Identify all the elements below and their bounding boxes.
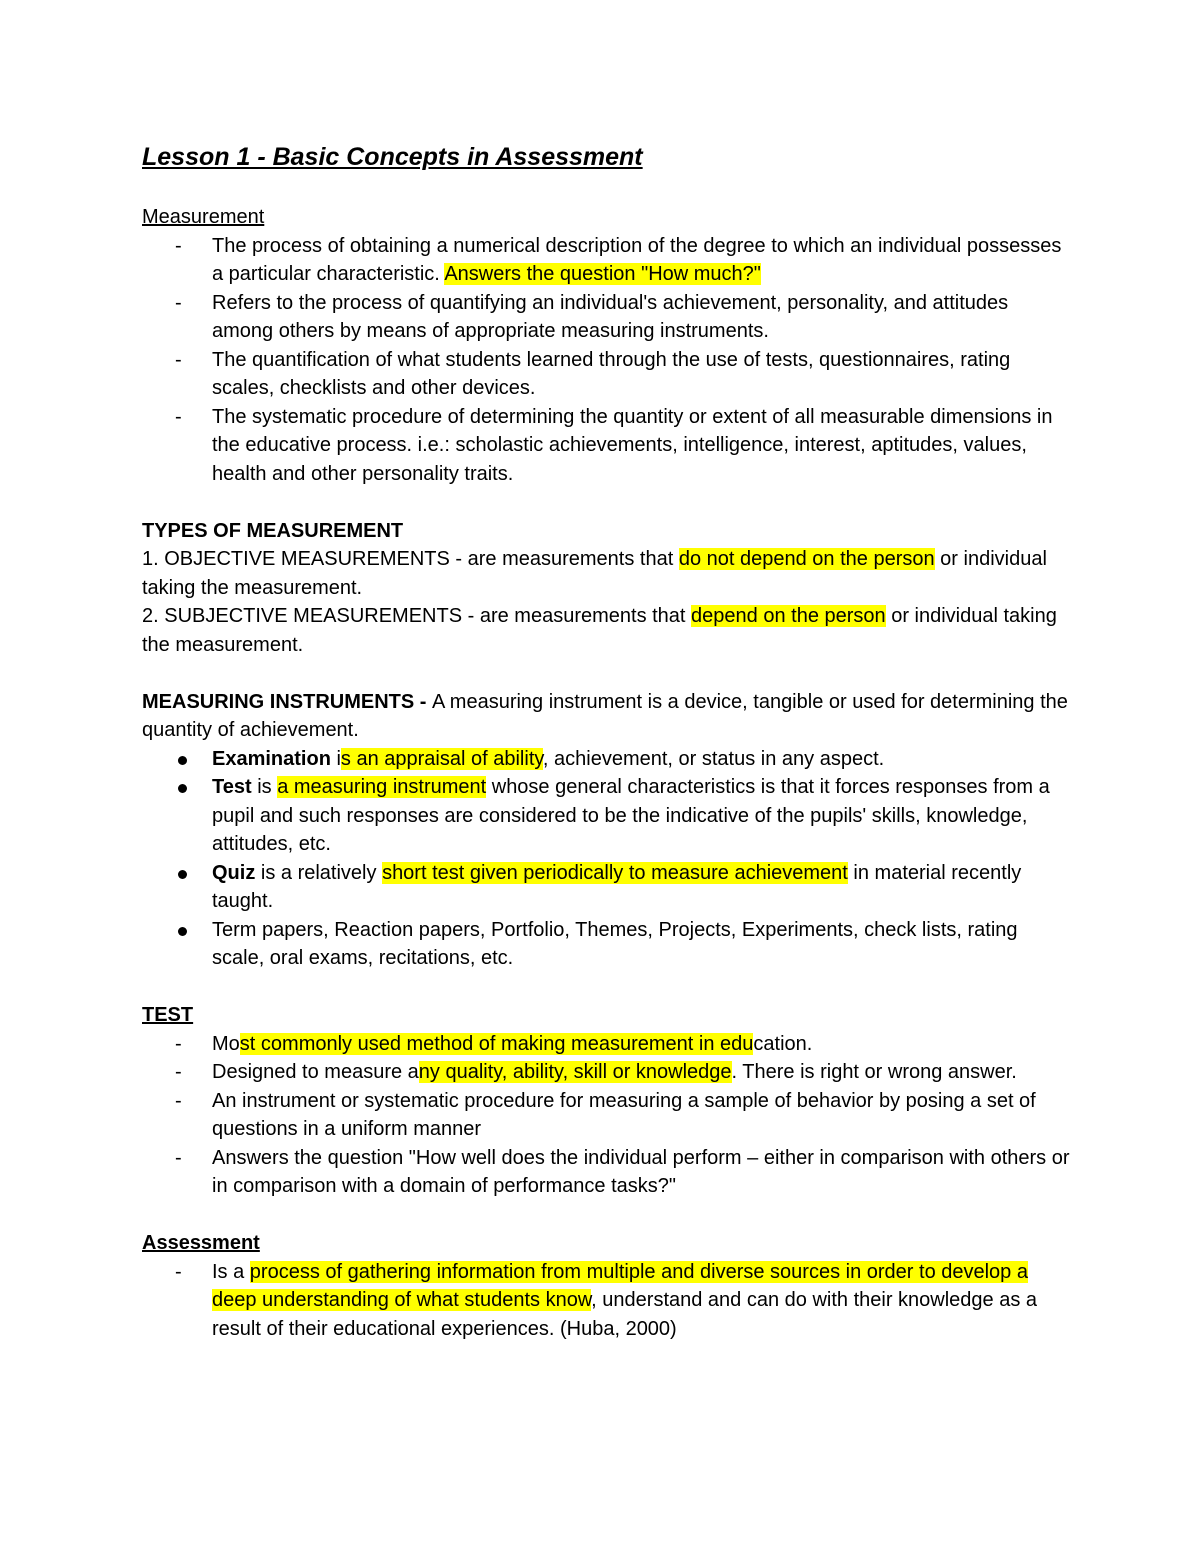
highlighted-text: do not depend on the person xyxy=(678,548,935,570)
text-run: cation. xyxy=(753,1032,813,1055)
test-heading: TEST xyxy=(142,1004,194,1026)
dash-bullet: - xyxy=(175,1032,182,1055)
text-run: The systematic procedure of determining the quantity or extent of all measurable dimensions in the educative process. i.e.: scholastic achievements, intelligence, interest, aptitudes, values, health and other personality traits. xyxy=(212,405,1053,485)
text-run: Refers to the process of quantifying an individual's achievement, personality, and attitudes among others by means of appropriate measuring instruments. xyxy=(212,291,1009,342)
dash-bullet: - xyxy=(175,1260,182,1283)
dash-bullet: - xyxy=(175,348,182,371)
bold-text: MEASURING INSTRUMENTS - xyxy=(142,690,432,713)
text-run: or individual taking the measurement. xyxy=(142,548,1047,599)
text-run: An instrument or systematic procedure for measuring a sample of behavior by posing a set of questions in a uniform manner xyxy=(212,1089,1036,1140)
bullet-dot-icon xyxy=(178,756,187,765)
paragraph xyxy=(142,602,1072,659)
dash-bullet: - xyxy=(175,234,182,257)
highlighted-text: process of gathering information from multiple and diverse sources in order to develop a deep understanding of what students know xyxy=(212,1260,1028,1311)
instruments-intro xyxy=(142,688,1072,745)
list-item xyxy=(142,773,1072,859)
text-run: Answers the question "How well does the individual perform – either in comparison with others or in comparison with a domain of performance tasks?" xyxy=(212,1146,1070,1197)
dash-bullet: - xyxy=(175,1089,182,1112)
bullet-dot-icon xyxy=(178,784,187,793)
bold-text: Quiz xyxy=(212,861,256,884)
text-run: , understand and can do with their knowledge as a result of their educational experiences. (Huba, 2000) xyxy=(212,1289,1038,1340)
highlighted-text: short test given periodically to measure achievement xyxy=(382,861,848,884)
bullet-dot-icon xyxy=(178,927,187,936)
list-item xyxy=(142,289,1072,346)
measurement-heading: Measurement xyxy=(142,206,265,228)
text-run: , achievement, or status in any aspect. xyxy=(542,747,885,770)
text-run: Is a xyxy=(212,1260,250,1283)
list-item xyxy=(142,346,1072,403)
list-item xyxy=(142,1087,1072,1144)
bold-text: Examination xyxy=(212,747,331,770)
document-content xyxy=(142,139,1072,1343)
text-run: 1. OBJECTIVE MEASUREMENTS - are measurements that xyxy=(142,548,679,570)
list-item xyxy=(142,916,1072,973)
list-item xyxy=(142,1058,1072,1087)
text-run: Mo xyxy=(212,1032,240,1055)
text-run: Term papers, Reaction papers, Portfolio, Themes, Projects, Experiments, check lists, rating scale, oral exams, recitations, etc. xyxy=(212,918,1018,969)
highlighted-text: st commonly used method of making measurement in edu xyxy=(239,1032,754,1055)
assessment-heading: Assessment xyxy=(142,1232,260,1254)
test-list xyxy=(142,1030,1072,1201)
text-run: . There is right or wrong answer. xyxy=(731,1061,1017,1083)
list-item xyxy=(142,232,1072,289)
measurement-list xyxy=(142,232,1072,489)
dash-bullet: - xyxy=(175,1146,182,1169)
text-run: whose general characteristics is that it forces responses from a pupil and such responses are considered to be the indicative of the pupils' skills, knowledge, attitudes, etc. xyxy=(212,776,1050,855)
highlighted-text: s an appraisal of ability xyxy=(340,747,543,770)
text-run: is a relatively xyxy=(255,861,383,884)
bullet-dot-icon xyxy=(178,870,187,879)
dash-bullet: - xyxy=(175,405,182,428)
list-item xyxy=(142,1258,1072,1344)
bold-text: Test xyxy=(212,776,252,798)
text-run: in material recently taught. xyxy=(212,861,1022,912)
highlighted-text: Answers the question "How much?" xyxy=(444,263,761,285)
text-run: A measuring instrument is a device, tangible or used for determining the quantity of achievement. xyxy=(142,690,1068,741)
dash-bullet: - xyxy=(175,1061,182,1083)
types-heading: TYPES OF MEASUREMENT xyxy=(142,519,404,542)
text-run: i xyxy=(330,747,341,770)
list-item xyxy=(142,1030,1072,1059)
list-item xyxy=(142,403,1072,489)
assessment-list xyxy=(142,1258,1072,1344)
text-run: The process of obtaining a numerical description of the degree to which an individual possesses a particular characteristic. xyxy=(212,234,1062,285)
text-run: is xyxy=(251,776,278,798)
list-item xyxy=(142,859,1072,916)
list-item xyxy=(142,1144,1072,1201)
text-run: or individual taking the measurement. xyxy=(142,605,1057,656)
text-run: Designed to measure a xyxy=(212,1061,419,1083)
text-run: The quantification of what students learned through the use of tests, questionnaires, rating scales, checklists and other devices. xyxy=(212,348,1011,399)
dash-bullet: - xyxy=(175,291,182,314)
page-title: Lesson 1 - Basic Concepts in Assessment xyxy=(142,143,643,171)
list-item xyxy=(142,745,1072,774)
instruments-list xyxy=(142,745,1072,973)
types-paragraphs xyxy=(142,545,1072,659)
highlighted-text: ny quality, ability, skill or knowledge xyxy=(418,1061,732,1083)
highlighted-text: depend on the person xyxy=(691,605,886,627)
text-run: 2. SUBJECTIVE MEASUREMENTS - are measurements that xyxy=(142,605,692,627)
highlighted-text: a measuring instrument xyxy=(277,776,487,798)
paragraph xyxy=(142,545,1072,602)
